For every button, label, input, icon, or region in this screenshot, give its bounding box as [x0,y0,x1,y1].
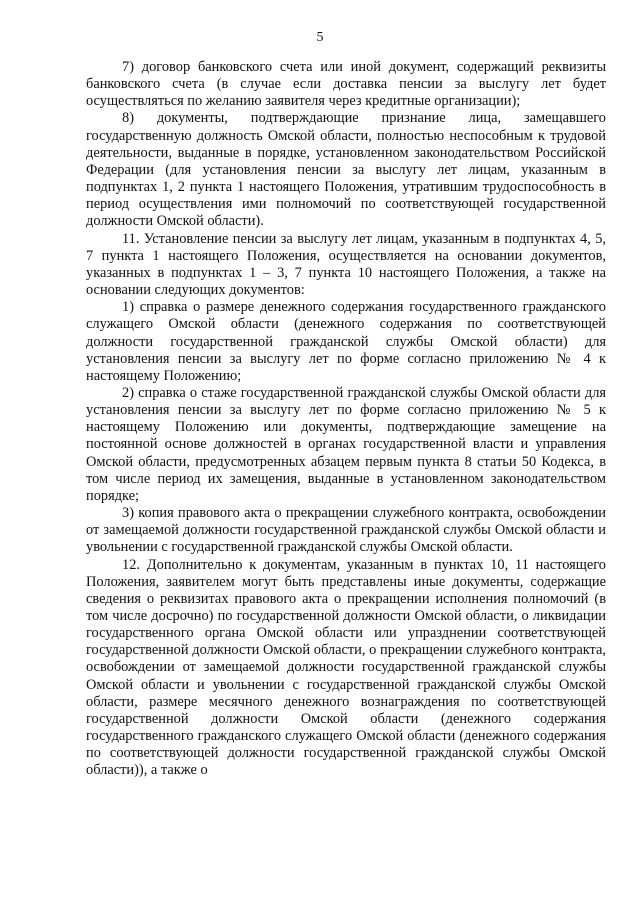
paragraph-item-7: 7) договор банковского счета или иной документ, содержащий реквизиты банковского счета (в случае если доставка пенсии за выслугу лет будет осуществляться по желанию заявителя через кредитные организации); [86,59,606,110]
paragraph-item-8: 8) документы, подтверждающие признание лица, замещавшего государственную должность Омской области, полностью неспособным к трудовой деятельности, выданные в порядке, установленном законодательством Российской Федерации (для установления пенсии за выслугу лет лицам, указанным в подпунктах 1, 2 пункта 1 настоящего Положения, утратившим трудоспособность в период осуществления ими полномочий по соответствующей государственной должности Омской области). [86,110,606,230]
paragraph-clause-11-item-1: 1) справка о размере денежного содержания государственного гражданского служащего Омской области (денежного содержания по соответствующей должности государственной гражданской службы Омской области) для установления пенсии за выслугу лет по форме согласно приложению № 4 к настоящему Положению; [86,299,606,384]
paragraph-clause-11-item-3: 3) копия правового акта о прекращении служебного контракта, освобождении от замещаемой должности государственной гражданской службы Омской области и увольнении с государственной гражданской службы Омской области. [86,505,606,556]
paragraph-clause-12: 12. Дополнительно к документам, указанным в пунктах 10, 11 настоящего Положения, заявителем могут быть представлены иные документы, содержащие сведения о реквизитах правового акта о прекращении исполнения полномочий (в том числе досрочно) по государственной должности Омской области, о ликвидации государственного органа Омской области или упразднении соответствующей государственной должности Омской области, о прекращении служебного контракта, освобождении от замещаемой должности государственной гражданской службы Омской области и увольнении с государственной гражданской службы Омской области, размере месячного денежного вознаграждения по соответствующей государственной должности Омской области (денежного содержания государственного гражданского служащего Омской области (денежного содержания по соответствующей должности государственной гражданской службы Омской области)), а также о [86,556,606,779]
paragraph-clause-11: 11. Установление пенсии за выслугу лет лицам, указанным в подпунктах 4, 5, 7 пункта 1 настоящего Положения, осуществляется на основании документов, указанных в подпунктах 1 – 3, 7 пункта 10 настоящего Положения, а также на основании следующих документов: [86,230,606,299]
paragraph-clause-11-item-2: 2) справка о стаже государственной гражданской службы Омской области для установления пенсии за выслугу лет по форме согласно приложению № 5 к настоящему Положению или документы, подтверждающие замещение на постоянной основе должностей в органах государственной власти и управления Омской области, предусмотренных абзацем первым пункта 8 статьи 50 Кодекса, в том числе период их замещения, выданные в установленном законодательством порядке; [86,384,606,504]
document-body [86,59,606,780]
page-number: 5 [316,30,324,45]
